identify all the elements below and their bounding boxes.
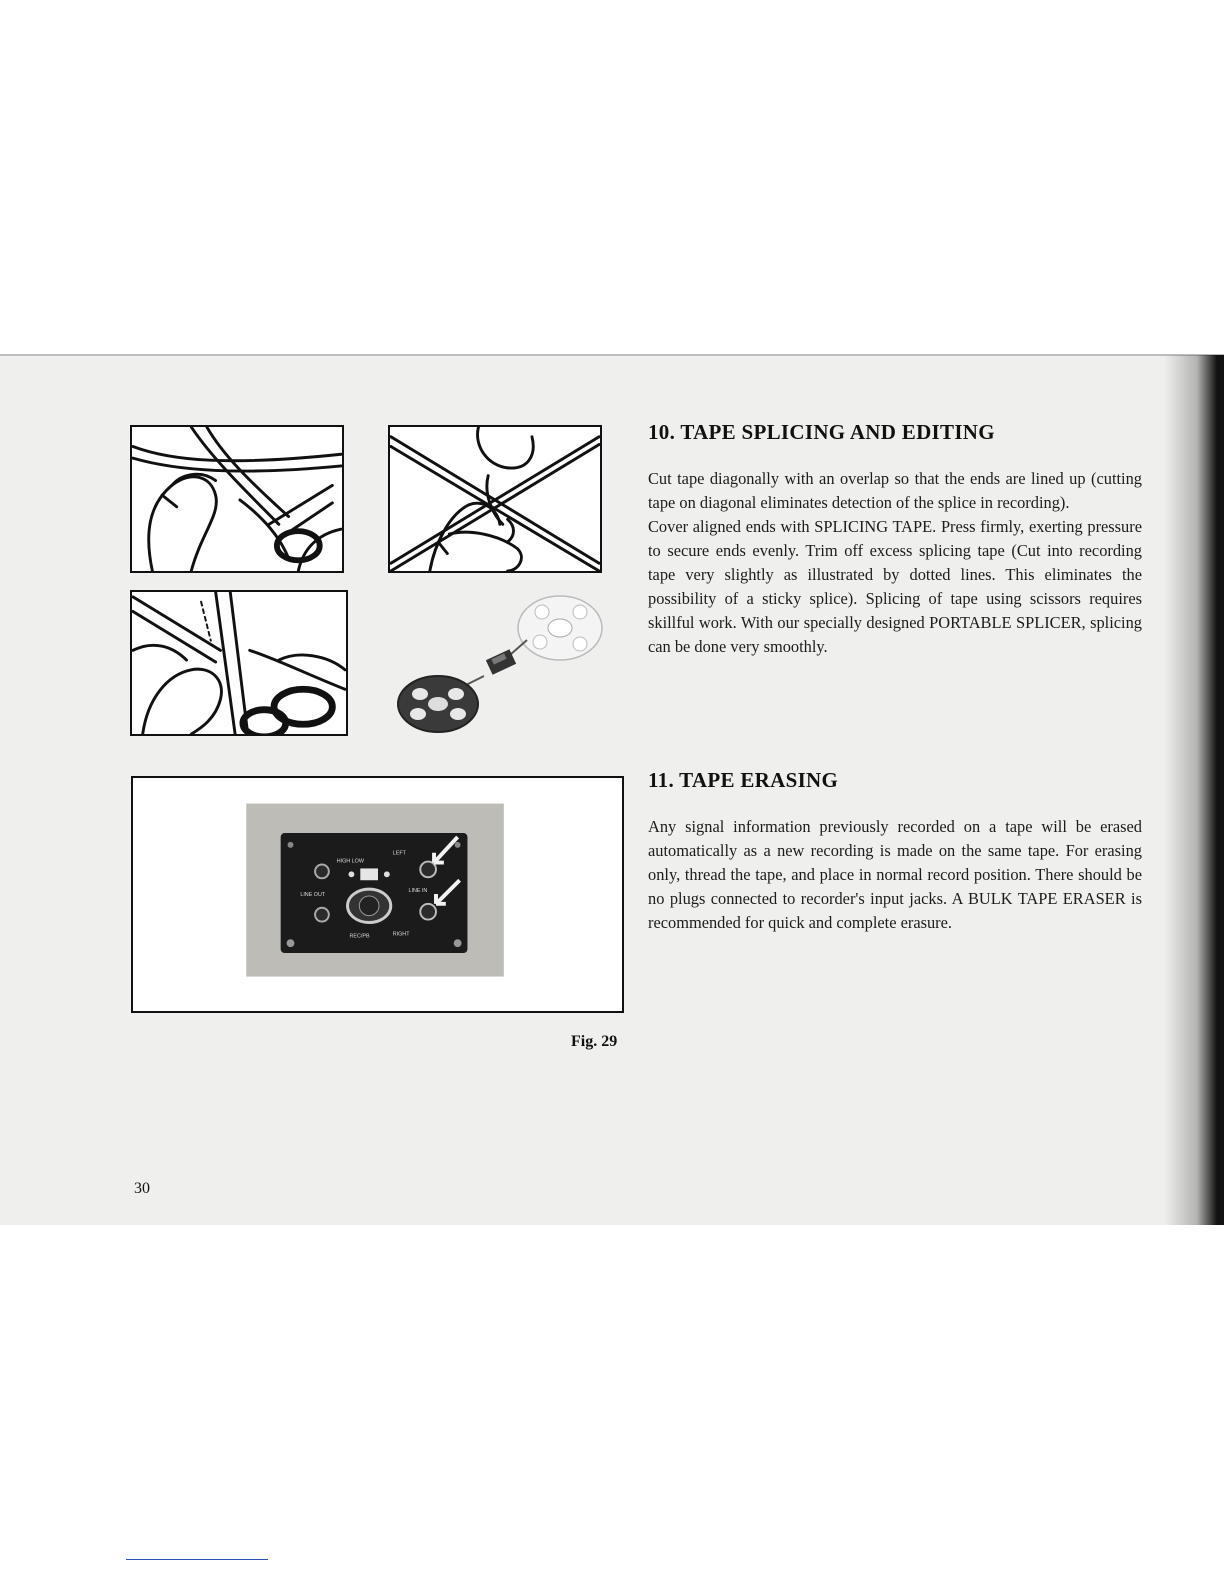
figure-caption: Fig. 29 xyxy=(571,1033,618,1050)
panel-label-high-low: HIGH LOW xyxy=(336,858,364,865)
trim-splice-drawing xyxy=(132,592,346,734)
page-top-edge xyxy=(0,354,1224,356)
binding-shadow xyxy=(1164,355,1224,1225)
reel-back xyxy=(518,596,602,660)
section-tape-splicing xyxy=(648,420,1142,659)
input-panel-photo xyxy=(133,778,622,1011)
panel-label-line-in: LINE IN xyxy=(408,888,428,895)
footer-link-underline[interactable] xyxy=(126,1559,268,1560)
section-11-paragraph: Any signal information previously recorded on a tape will be erased automatically as a new recording is made on the same tape. For erasing only, thread the tape, and place in normal record position. There should be no plugs connected to recorder's input jacks. A BULK TAPE ERASER is recommended for quick and complete erasure. xyxy=(648,817,1142,932)
section-10-paragraph-2: Cover aligned ends with SPLICING TAPE. Press firmly, exerting pressure to secure ends evenly. Trim off excess splicing tape (Cut into recording tape very slightly as illustrated by dotted lines. This eliminates the possibility of a sticky splice). Splicing of tape using scissors requires skillful work. With our specially designed PORTABLE SPLICER, splicing can be done very smoothly. xyxy=(648,517,1142,656)
illustration-cut-tape xyxy=(130,425,344,573)
panel-label-right: RIGHT xyxy=(392,931,410,938)
section-10-heading: 10. TAPE SPLICING AND EDITING xyxy=(648,420,995,444)
panel-label-rec-pb: REC/PB xyxy=(349,933,370,940)
section-11-heading: 11. TAPE ERASING xyxy=(648,768,839,792)
reel-front xyxy=(398,676,478,732)
press-tape-drawing xyxy=(390,427,600,571)
panel-label-line-out: LINE OUT xyxy=(300,891,326,898)
section-tape-erasing xyxy=(648,768,1142,935)
section-10-paragraph-1: Cut tape diagonally with an overlap so that the ends are lined up (cutting tape on diagonal eliminates detection of the splice in recording). xyxy=(648,469,1142,512)
illustration-reels-splicer xyxy=(392,590,604,740)
page-number: 30 xyxy=(134,1180,150,1197)
illustration-press-tape xyxy=(388,425,602,573)
reels-splicer-drawing xyxy=(392,590,604,740)
panel-label-left: LEFT xyxy=(392,850,406,857)
figure-29-frame xyxy=(131,776,624,1013)
scissors-cut-drawing xyxy=(132,427,342,571)
illustration-trim-splice xyxy=(130,590,348,736)
